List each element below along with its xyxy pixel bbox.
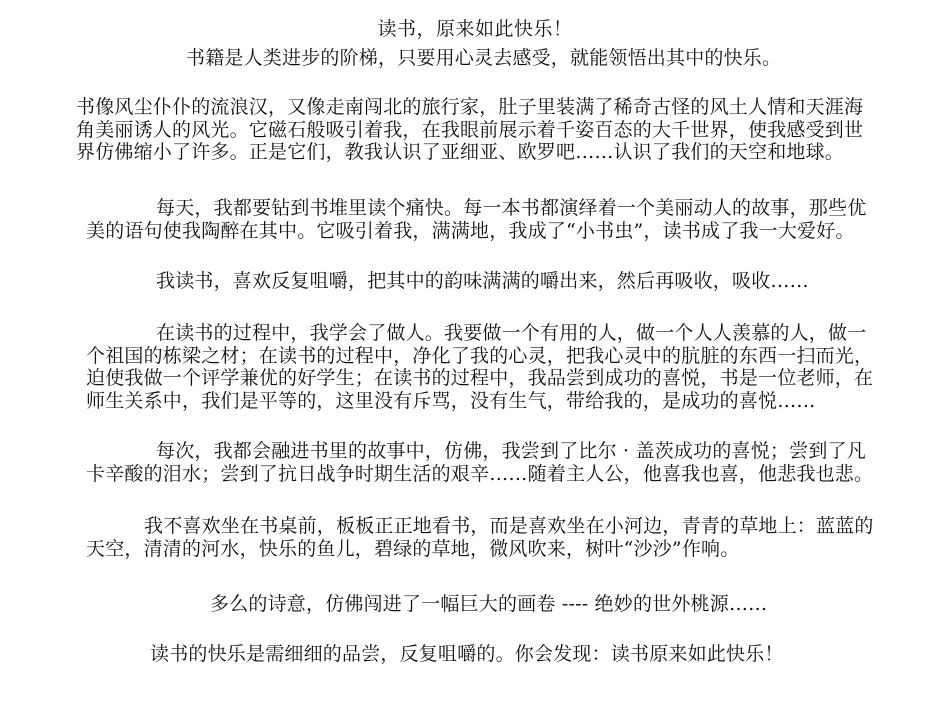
paragraph-4: 我读书，喜欢反复咀嚼，把其中的韵味满满的嚼出来，然后再吸收，吸收…… [156, 270, 809, 292]
paragraph-2: 书像风尘仆仆的流浪汉，又像走南闯北的旅行家，肚子里装满了稀奇古怪的风土人情和天涯海角美丽诱人的风光。它磁石般吸引着我，在我眼前展示着千姿百态的大千世界，使我感受到世界仿佛缩小了许多。正是它们，教我认识了亚细亚、欧罗吧……认识了我们的天空和地球。 [76, 96, 864, 163]
paragraph-8: 多么的诗意，仿佛闯进了一幅巨大的画卷 ---- 绝妙的世外桃源…… [210, 593, 768, 615]
paragraph-6: 每次，我都会融进书里的故事中，仿佛，我尝到了比尔 · 盖茨成功的喜悦；尝到了凡卡辛酸的泪水；尝到了抗日战争时期生活的艰辛……随着主人公，他喜我也喜，他悲我也悲。 [86, 440, 874, 485]
document-title: 读书，原来如此快乐！ [377, 18, 573, 40]
paragraph-7: 我不喜欢坐在书桌前，板板正正地看书，而是喜欢坐在小河边，青青的草地上：蓝蓝的天空，清清的河水，快乐的鱼儿，碧绿的草地，微风吹来，树叶“沙沙”作响。 [86, 515, 874, 560]
paragraph-5: 在读书的过程中，我学会了做人。我要做一个有用的人，做一个人人羡慕的人，做一个祖国的栋梁之材；在读书的过程中，净化了我的心灵，把我心灵中的肮脏的东西一扫而光，迫使我做一个评学兼优的好学生；在读书的过程中，我品尝到成功的喜悦，书是一位老师，在师生关系中，我们是平等的，这里没有斥骂，没有生气，带给我的，是成功的喜悦…… [86, 322, 874, 412]
paragraph-9: 读书的快乐是需细细的品尝，反复咀嚼的。你会发现：读书原来如此快乐！ [150, 643, 784, 665]
paragraph-1: 书籍是人类进步的阶梯，只要用心灵去感受，就能领悟出其中的快乐。 [186, 47, 782, 69]
paragraph-3: 每天，我都要钻到书堆里读个痛快。每一本书都演绎着一个美丽动人的故事，那些优美的语句使我陶醉在其中。它吸引着我，满满地，我成了“小书虫”，读书成了我一大爱好。 [86, 197, 867, 242]
